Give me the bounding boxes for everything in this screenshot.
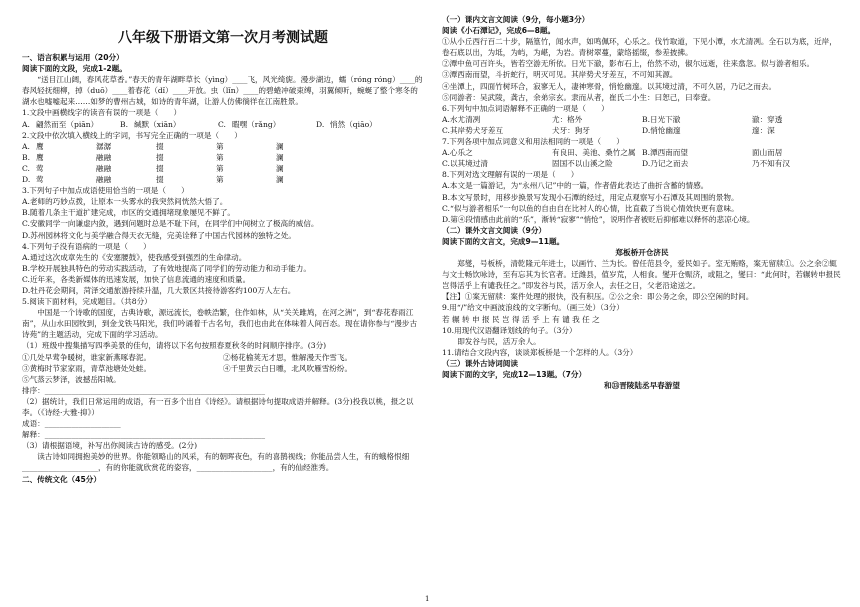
option-text: 乃不知有汉 [752,159,790,169]
left-block: C.近年来，各类新媒体的迅速发展，加快了信息流通的速度和质量。 [22,274,251,284]
right-block: 即发谷与民，活万余人。 [457,336,541,346]
right-block: 郑燮，号板桥，清乾隆元年进士，以画竹、兰为长。曾任范县令，爱民如子。室无贿赂，案无留牍①。公之余②辄与文士畅饮咏诗，至有忘其为长官者。迁潍县，值岁荒，人相食。燮开仓赈济，或阻之，燮曰：“此何时，若辗转申报民岂得活乎上有谴我任之。”即发谷与民，活万余人，去任之日，父老沿途送之。 [442,259,841,291]
option-text: D.悄怆幽邃 [642,125,681,135]
option-text: B.潭西南而望 [642,148,688,158]
option-text: 掇 [156,141,164,151]
option-text: 第 [216,141,224,151]
option-text: 澜 [276,163,284,173]
left-block: 二、传统文化（45分） [22,474,101,484]
right-block: 若 辗 转 申 报 民 岂 得 活 乎 上 有 谴 我 任 之 [442,314,600,324]
page-number: 1 [425,595,430,603]
left-block: 1.文段中画横线字的读音有误的一项是（ ） [22,108,182,118]
right-block [442,158,842,169]
right-block: 6.下列句中加点词语解释不正确的一项是（ ） [442,103,609,113]
option-text: 第 [216,175,224,185]
left-block: B.学校开展独具特色的劳动实践活动，了有效地提高了同学们的劳动能力和动手能力。 [22,263,311,273]
left-block: （2）据统计，我们日常运用的成语，有一百多个出自《诗经》。请根据诗句提取成语并解释。(3分)投我以桃，报之以李。（《诗经·大雅·抑》） [22,396,414,417]
right-block [442,125,842,136]
right-block: 8.下列对选文理解有误的一项是（ ） [442,170,579,180]
option-text: D. [316,119,325,129]
left-block: 读古诗如同拥抱美妙的世界。你能领略山的风采，有的朝晖夜色，有的喜鹊视线；你能品尝人生，有的蛾格恨细____________________，有的你能就欣赏花的姿容，____________________，有的仙经淮秀。 [22,452,410,473]
option-text: 面山而居 [752,148,783,158]
right-block: 阅读下面的文言文，完成9—11题。 [442,236,565,246]
right-block: ③潭西南而望，斗折蛇行，明灭可见。其岸势犬牙差互，不可知其源。 [442,70,678,80]
right-column [442,14,842,391]
option-text: 鹰 [36,141,44,151]
option-text: C. [218,119,226,129]
right-block: 郑板桥开仓济民 [615,247,669,257]
right-block: A.本文是一篇游记，为“永州八记”中的一篇，作者借此表达了曲折含蓄的情感。 [442,181,709,191]
left-block: （3）请根据语境，补写出你阅读古诗的感受。(2分) [22,441,198,451]
option-text: A. [22,119,30,129]
option-text: A.水尤清冽 [442,114,481,124]
poem-line: ②杨花榆荚无才思，惟解漫天作雪飞。 [223,352,353,362]
right-body [442,14,842,391]
right-block: 阅读下面的文字，完成12—13题。（7分） [442,370,587,379]
option-text: B.日光下澈 [642,114,681,124]
option-text: 莺 [36,175,44,185]
poem-line: ④千里黄云白日曛，北风吹雁雪纷纷。 [223,363,353,373]
option-text: B. [22,152,30,162]
option-text: 翩然而至（piān） [36,119,99,129]
left-block: D.牡丹花会期间，菏泽交通旅游持续升温，几大景区共接待游客约100万人左右。 [22,285,296,295]
option-text: 澜 [276,175,284,185]
right-block [442,147,842,158]
option-text: C.其岸势犬牙差互 [442,125,504,135]
option-text: D.乃记之而去 [642,159,689,169]
left-column [22,14,424,485]
right-block: 11.请结合文段内容，谈谈郑板桥是一个怎样的人。（3分） [442,347,638,357]
option-text: 悄然（qiāo） [330,119,377,129]
left-block: 4.下列句子没有语病的一项是（ ） [22,241,151,251]
left-block: A.通过这次成章先生的《安塞腰鼓》，使我感受到强烈的生命律动。 [22,252,247,262]
left-block: 解释：__________________________________________________________ [22,430,265,440]
option-text: 澈：穿透 [752,114,783,124]
option-text: 掇 [156,163,164,173]
option-text: A.心乐之 [442,148,473,158]
option-text: 潺潺 [96,141,112,151]
poem-line: ③黄梅时节家家雨，青草池塘处处蛙。 [22,363,152,373]
right-block: B.本文写景时，用移步换景写发现小石潭的经过，用定点观察写小石潭及其周围的景物。 [442,192,739,202]
right-block: 7.下列各项中加点词意义和用法相同的一项是（ ） [442,137,624,147]
right-block: ②潭中鱼可百许头，皆若空游无所依。日光下澈，影布石上，佁然不动，俶尔远逝，往来翕忽。似与游者相乐。 [442,59,815,69]
left-block: D.苏州园林将文化与美学融合得天衣无缝，完美诠释了中国古代园林的独特之处。 [22,230,297,240]
left-block [22,141,424,152]
left-block: 3.下列句子中加点成语使用恰当的一项是（ ） [22,186,189,196]
left-block [22,352,424,363]
right-block: 阅读《小石潭记》，完成6—8题。 [442,26,556,36]
left-block [22,152,424,163]
page-title: 八年级下册语文第一次月考测试题 [118,30,328,46]
right-block: 9.用“/”给文中画波浪线的文字断句。（画三处）（3分） [442,303,624,313]
left-block: 2.文段中依次填入横线上的字词，书写完全正确的一项是（ ） [22,130,242,140]
right-block: 【注】①案无留牍：案件处理的报快，没有积压。②公之余：即公务之余，即公空闲的时间。 [442,292,754,302]
option-text: D. [22,175,31,185]
option-text: C.以其境过清 [442,159,488,169]
option-text: 固国不以山溪之险 [552,159,613,169]
poem-line: ①几处早莺争暖树，谁家新燕啄春泥。 [22,352,152,362]
option-text: 融融 [96,152,112,162]
right-block: （二）课外文言文阅读（9分） [442,225,547,235]
right-block: D.第④段情感由此前的“乐”，渐转“寂寥”“悄怆”，说明作者被贬后抑郁难以释怀的悲凉心境。 [442,214,755,224]
right-block: C.“似与游者相乐”一句以鱼的自由自在比衬人的心情，比直截了当说心情效快更有意味。 [442,203,739,213]
left-block: （1）班级中搜集描写四季美景的佳句，请将以下名句按照春夏秋冬的时间顺序排序。(3分) [22,341,327,351]
right-block: 和⑬晋陵陆丞早春游望 [604,381,680,391]
option-text: 掇 [156,152,164,162]
option-text: 有良田、美池、桑竹之属 [552,148,636,158]
right-block: （三）课外古诗词阅读 [442,358,518,368]
option-text: 掇 [156,175,164,185]
right-block [442,114,842,125]
option-text: 第 [216,152,224,162]
left-block: 一、语言积累与运用（20分） [22,53,124,62]
option-text: 鹰 [36,152,44,162]
left-block: “送目江山阔，春风花草香。”春天的青年湖畔草长（yìng）____飞，风光绮旎。漫步湖边，蠕（róng róng）____的春风轻抚细柳，掉（duō）____着春花（dǐ）____开放。虫（lǐn）____的碧蜷冲破束缚，羽翼倾听，蜿蜒了整个寒冬的湖水也嘘嘘起来……如梦的曹州古城，如诗的青年湖，让游人仿佛徜徉在江南胜景。 [22,75,423,107]
left-block: 成语：____________________ [22,419,121,429]
right-block: ④坐潭上，四面竹树环合，寂寥无人，凄神寒骨，悄怆幽邃。以其境过清，不可久居，乃记之而去。 [442,81,777,91]
option-text: 澜 [276,141,284,151]
left-block: C.安徽同学一向谦虚内敛，遇到问题时总是不耻下问，在同学们中间树立了极高的威信。 [22,219,319,229]
left-block: A.老师的巧妙点拨，让原本一头雾水的我突然间恍然大悟了。 [22,197,228,207]
option-text: 澜 [276,152,284,162]
option-text: 融融 [96,163,112,173]
right-block: ⑤同游者：吴武陵，龚古，余弟宗玄。隶而从者，崔氏二小生：曰恕己，曰奉壹。 [442,92,716,102]
option-text: 邃：深 [752,125,775,135]
left-block [22,119,424,130]
left-block: B.随着几条主干道扩建完成，市区的交通拥堵现象屡见不鲜了。 [22,208,236,218]
option-text: B. [120,119,128,129]
option-text: 犬牙：狗牙 [552,125,590,135]
right-block: 10.用现代汉语翻译划线的句子。（3分） [442,325,577,335]
option-text: 融融 [96,175,112,185]
left-block [22,163,424,174]
left-block: 阅读下面的文段，完成1-2题。 [22,64,127,74]
option-text: C. [22,163,30,173]
option-text: 莺 [36,163,44,173]
option-text: 缄默（xiān） [134,119,181,129]
left-block [22,174,424,185]
left-body [22,52,424,485]
option-text: 第 [216,163,224,173]
right-block: ①从小丘西行百二十步，隔篁竹，闻水声，如鸣佩环，心乐之。伐竹取道，下见小潭，水尤清冽。全石以为底，近岸，卷石底以出，为坻，为屿，为嵁，为岩。青树翠蔓，蒙络摇缀，参差披拂。 [442,37,837,58]
left-block: ⑤气蒸云梦泽，波撼岳阳城。 [22,374,121,384]
right-block: （一）课内文言文阅读（9分，每小题3分） [442,15,590,24]
left-block: 5.阅读下面材料，完成题目。（共8分） [22,297,152,307]
left-block: 排序：__________________________________________________________ [22,385,265,395]
left-block [22,363,424,374]
option-text: 暇嘿（rǎng） [232,119,281,129]
option-text: A. [22,141,30,151]
left-block: 中国是一个诗歌的国度，古典诗歌，源远流长，卷帙浩繁，住作如林，从“关关雎鸠，在河之洲”，到“春花春雨江南”，从山水田园牧到，到金戈铁马阳光，我们吟诵着千古名句，我们也由此在体味着人间百态。现在请你参与“漫步古诗苑”的主题活动，完成下面的学习活动。 [22,308,418,340]
option-text: 尤：格外 [552,114,583,124]
